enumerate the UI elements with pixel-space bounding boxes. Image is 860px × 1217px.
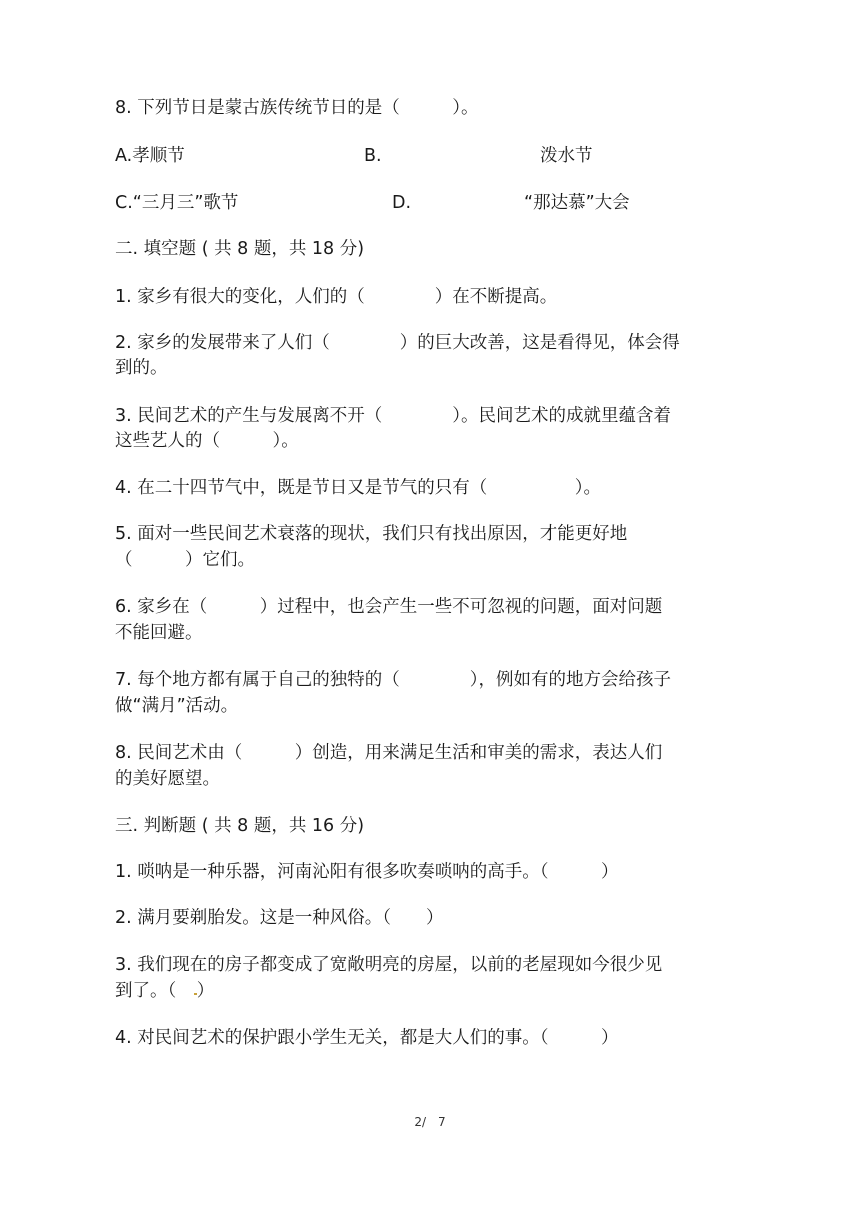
fill-item-7: 7. 每个地方都有属于自己的独特的（ ），例如有的地方会给孩子 [115,670,672,690]
judge-item-3: 3. 我们现在的房子都变成了宽敞明亮的房屋，以前的老屋现如今很少见 [115,955,663,975]
option-c-text: “三月三”歌节 [132,193,239,213]
fill-item-4: 4. 在二十四节气中，既是节日又是节气的只有（ ）。 [115,478,602,498]
option-b-letter: B. [364,146,382,166]
fill-item-5: 5. 面对一些民间艺术衰落的现状，我们只有找出原因，才能更好地 [115,524,628,544]
judge-item-3-cont [115,979,214,1004]
section-heading-true-false: 三. 判断题 ( 共 8 题，共 16 分) [115,816,365,836]
question-8-stem: 8. 下列节日是蒙古族传统节日的是（ ）。 [115,98,479,118]
option-d-letter: D. [392,193,412,213]
option-b-text: 泼水节 [540,146,593,166]
judge-item-4: 4. 对民间艺术的保护跟小学生无关，都是大人们的事。（ ） [115,1028,619,1048]
page-number: 2/ 7 [414,1115,446,1129]
fill-item-3-cont: 这些艺人的（ ）。 [115,431,299,451]
fill-item-8: 8. 民间艺术由（ ）创造，用来满足生活和审美的需求，表达人们 [115,743,663,763]
option-c-letter: C. [115,193,133,213]
fill-item-1: 1. 家乡有很大的变化，人们的（ ）在不断提高。 [115,287,558,307]
option-a [115,144,185,169]
fill-item-6-cont: 不能回避。 [115,623,203,643]
option-a-letter: A. [115,146,133,166]
option-c [115,191,238,216]
option-a-text: 孝顺节 [132,146,185,166]
fill-item-2-cont: 到的。 [115,358,168,378]
judge-item-3-cont-suffix: ） [196,981,215,1001]
fill-item-2: 2. 家乡的发展带来了人们（ ）的巨大改善，这是看得见，体会得 [115,333,680,353]
option-d-text: “那达慕”大会 [524,193,630,213]
fill-item-6: 6. 家乡在（ ）过程中，也会产生一些不可忽视的问题，面对问题 [115,597,663,617]
fill-item-7-cont: 做“满月”活动。 [115,696,239,716]
judge-item-3-cont-prefix: 到了。（ [115,981,194,1001]
section-heading-fill-in: 二. 填空题 ( 共 8 题，共 18 分) [115,239,365,259]
fill-item-8-cont: 的美好愿望。 [115,769,220,789]
fill-item-3: 3. 民间艺术的产生与发展离不开（ ）。民间艺术的成就里蕴含着 [115,406,672,426]
judge-item-2: 2. 满月要剃胎发。这是一种风俗。（ ） [115,908,444,928]
judge-item-1: 1. 唢呐是一种乐器，河南沁阳有很多吹奏唢呐的高手。（ ） [115,862,619,882]
fill-item-5-cont: （ ）它们。 [115,550,255,570]
